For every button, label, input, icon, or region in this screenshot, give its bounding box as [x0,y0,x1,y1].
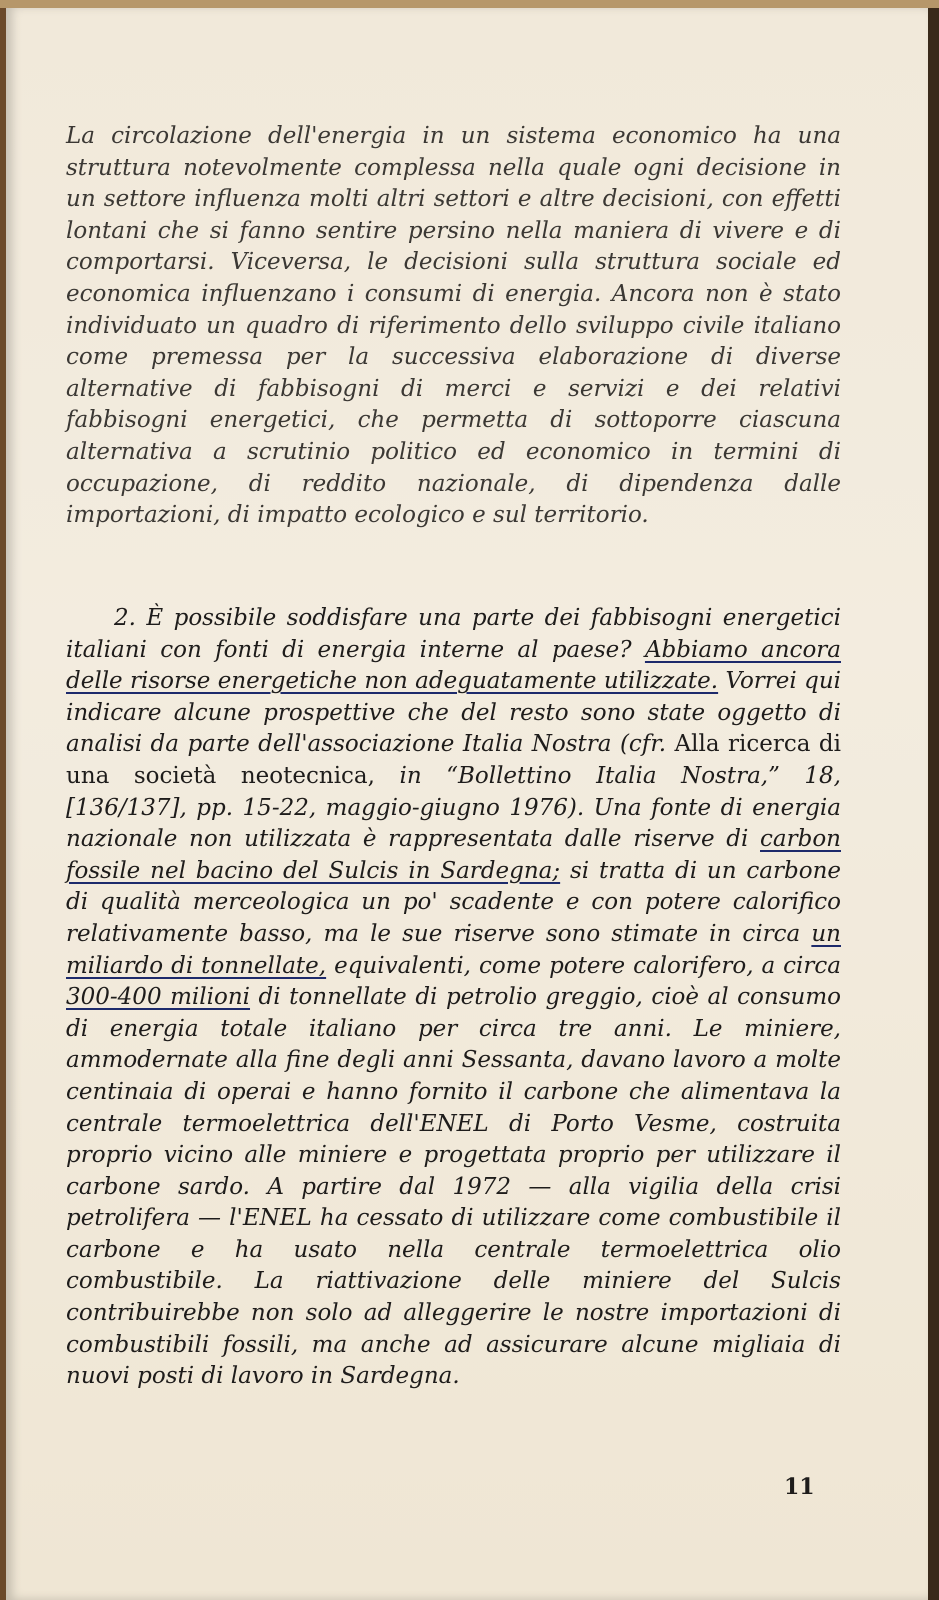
page-number: 11 [784,1474,815,1500]
paragraph-1: La circolazione dell'energia in un sistema economico ha una struttura notevolmente complessa nella quale ogni decisione in un settore influenza molti altri settori e altre decisioni, con effetti lontani che si fanno sentire persino nella maniera di vivere e di comportarsi. Viceversa, le decisioni sulla struttura sociale ed economica influenzano i consumi di energia. Ancora non è stato individuato un quadro di riferimento dello sviluppo civile italiano come premessa per la successiva elaborazione di diverse alternative di fabbisogni di merci e servizi e dei relativi fabbisogni energetici, che permetta di sottoporre ciascuna alternativa a scrutinio politico ed economico in termini di occupazione, di reddito nazionale, di dipendenza dalle importazioni, di impatto ecologico e sul territorio. [66,123,841,529]
paragraph-2-text: Vorrei qui indicare alcune prospettive che del resto sono state oggetto di analisi da parte dell'associazione Italia Nostra (cfr. [66,668,841,758]
underlined-phrase-milioni: 300-400 milioni [66,984,251,1011]
paragraph-2-text: si tratta di un carbone di qualità merceologica un po' scadente e con potere calorifico relativamente basso, ma le sue riserve sono stimate in circa [66,857,841,947]
cited-article-title: Alla ricerca di una società neotecnica, [66,731,841,789]
paragraph-2-text: di tonnellate di petrolio greggio, cioè al consumo di energia totale italiano per circa tre anni. Le miniere, ammodernate alla fine degli anni Sessanta, davano lavoro a molte centinaia di operai e hanno fornito il carbone che alimentava la centrale termoelettrica dell'ENEL di Porto Vesme, costruita proprio vicino alle miniere e progettata proprio per utilizzare il carbone sardo. A partire dal 1972 — alla vigilia della crisi petrolifera — l'ENEL ha cessato di utilizzare come combustibile il carbone e ha usato nella centrale termoelettrica olio combustibile. La riattivazione delle miniere del Sulcis contribuirebbe non solo ad alleggerire le nostre importazioni di combustibili fossili, ma anche ad assicurare alcune migliaia di nuovi posti di lavoro in Sardegna. [66,984,841,1390]
underlined-phrase-risorse: Abbiamo ancora delle risorse energetiche non adeguatamente utilizzate. [66,636,841,695]
paragraph-2 [66,603,841,1393]
underlined-phrase-sulcis: carbon fossile nel bacino del Sulcis in Sardegna; [66,826,841,884]
underlined-phrase-miliardo: un miliardo di tonnellate, [66,920,841,979]
paragraph-2-text: equivalenti, come potere calorifero, a circa [326,952,841,979]
paragraph-2-text: in “Bollettino Italia Nostra,” 18, [136/137], pp. 15-22, maggio-giugno 1976). Una fonte di energia nazionale non utilizzata è rappresentata dalle riserve di [66,762,841,853]
paragraph-2-text: 2. È possibile soddisfare una parte dei fabbisogni energetici italiani con fonti di energia interne al paese? [66,605,841,663]
page-top-edge [0,0,939,8]
